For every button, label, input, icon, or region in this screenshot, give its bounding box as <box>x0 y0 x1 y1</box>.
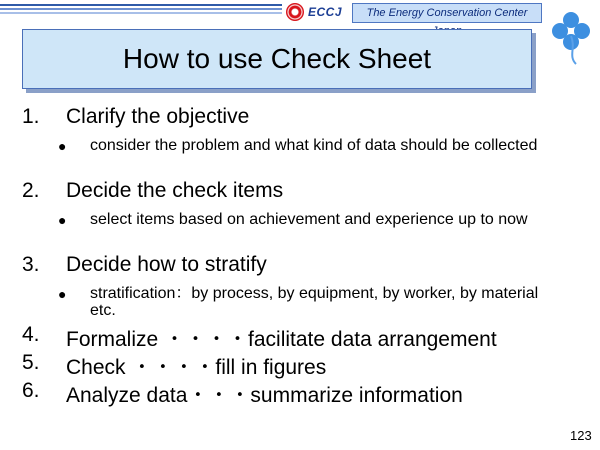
step-detail: select items based on achievement and experience up to now <box>90 211 528 228</box>
eccj-logo-icon <box>286 3 304 21</box>
clover-icon <box>546 6 596 66</box>
step-label: Clarify the objective <box>66 105 250 128</box>
bullet-dot-icon: ● <box>58 212 67 228</box>
step-label: Decide the check items <box>66 179 284 202</box>
step-detail: consider the problem and what kind of data should be collected <box>90 137 538 154</box>
step-label: Formalize ・・・・facilitate data arrangement <box>66 328 497 351</box>
step-number: 4. <box>22 323 40 346</box>
step-number: 3. <box>22 253 40 276</box>
step-detail: stratification：by process, by equipment, by worker, by material etc. <box>90 285 539 319</box>
step-label: Check ・・・・fill in figures <box>66 356 327 379</box>
brand-name: ECCJ <box>308 5 343 19</box>
step-label: Decide how to stratify <box>66 253 267 276</box>
slide-title: How to use Check Sheet <box>122 43 432 74</box>
bullet-dot-icon: ● <box>58 286 67 302</box>
step-number: 2. <box>22 179 40 202</box>
organization-name: The Energy Conservation Center <box>352 3 542 23</box>
step-label: Analyze data・・・summarize information <box>66 384 463 407</box>
bullet-dot-icon: ● <box>58 138 67 154</box>
step-number: 1. <box>22 105 40 128</box>
slide-title-box <box>22 29 532 89</box>
step-number: 6. <box>22 379 40 402</box>
header-rule-lines <box>0 4 282 18</box>
step-number: 5. <box>22 351 40 374</box>
page-number: 123 <box>570 428 592 443</box>
